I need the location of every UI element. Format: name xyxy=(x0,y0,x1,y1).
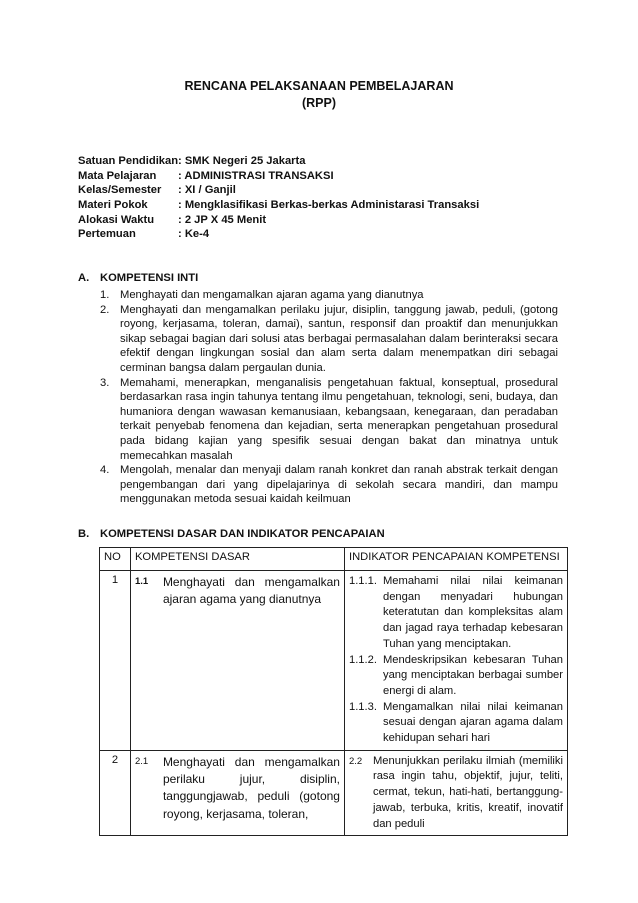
indicator-text: Mengamalkan nilai nilai keimanan sesuai dengan ajaran agama dalam kehidupan sehari hari xyxy=(382,700,563,745)
kompetensi-table xyxy=(99,547,568,836)
list-number: 1. xyxy=(100,289,110,301)
identity-value: : SMK Negeri 25 Jakarta xyxy=(178,155,306,167)
section-a-heading xyxy=(78,272,198,284)
indicator-number: 1.1.2. xyxy=(348,653,377,666)
indicator-number: 1.1.3. xyxy=(348,700,377,713)
indicator-text: Memahami nilai nilai keimanan dengan menyadari hubungan keteratutan dan kompleksitas alam dan jagad raya terhadap kebesaran Tuhan yang menciptakan. xyxy=(382,575,563,650)
section-title: KOMPETENSI DASAR DAN INDIKATOR PENCAPAIAN xyxy=(100,528,385,540)
identity-row xyxy=(78,198,479,213)
column-header-kd: KOMPETENSI DASAR xyxy=(130,548,344,571)
list-text: Mengolah, menalar dan menyaji dalam ranah konkret dan ranah abstrak terkait dengan pengembangan dari yang dipelajarinya di sekolah secara mandiri, dan mampu menggunakan metoda sesuai kaidah keilmuan xyxy=(120,464,558,506)
indicator-item xyxy=(349,754,563,833)
list-number: 2. xyxy=(100,303,110,316)
section-title: KOMPETENSI INTI xyxy=(100,272,199,284)
kd-text: Menghayati dan mengamalkan perilaku jujur, disiplin, tanggungjawab, peduli (gotong royong, kerjasama, toleran, xyxy=(162,754,340,821)
row-number: 2 xyxy=(100,750,131,836)
table-header-row xyxy=(100,548,568,571)
indicator-item xyxy=(349,574,563,653)
indicator-number: 2.2 xyxy=(348,755,363,767)
document-title: RENCANA PELAKSANAAN PEMBELAJARAN xyxy=(184,79,454,93)
identity-row xyxy=(78,169,479,184)
list-item xyxy=(100,376,558,464)
identity-key: Alokasi Waktu xyxy=(78,213,155,226)
kd-text: Menghayati dan mengamalkan ajaran agama yang dianutnya xyxy=(162,575,340,607)
identity-row xyxy=(78,213,479,228)
list-item xyxy=(100,303,558,376)
list-number: 4. xyxy=(100,464,110,477)
table-row xyxy=(100,750,568,836)
kompetensi-inti-list xyxy=(100,288,558,507)
identity-key: Satuan Pendidikan xyxy=(78,155,179,167)
indicator-text: Menunjukkan perilaku ilmiah (memiliki rasa ingin tahu, objektif, jujur, teliti, cermat, tekun, hati-hati, bertanggung-jawab, terbuka, kritis, kreatif, inovatif dan peduli xyxy=(372,754,563,830)
identity-row xyxy=(78,183,479,198)
identity-row xyxy=(78,154,479,169)
identity-value: : Mengklasifikasi Berkas-berkas Administarasi Transaksi xyxy=(178,199,480,212)
kd-cell xyxy=(130,750,344,836)
identity-value: : ADMINISTRASI TRANSAKSI xyxy=(178,169,334,182)
row-number: 1 xyxy=(100,571,131,751)
list-text: Menghayati dan mengamalkan perilaku jujur, disiplin, tanggung jawab, peduli, (gotong royong, kerjasama, toleran, damai), santun, responsif dan proaktif dan menunjukkan sikap sebagai bagian dari solusi atas berbagai permasalahan dalam berinteraksi secara efektif dengan lingkungan sosial dan alam serta dalam menempatkan diri sebagai cerminan bangsa dalam pergaulan dunia. xyxy=(120,303,558,374)
list-item xyxy=(100,463,558,507)
indicator-number: 1.1.1. xyxy=(348,575,377,587)
identity-key: Materi Pokok xyxy=(78,199,148,212)
indicator-text: Mendeskripsikan kebesaran Tuhan yang menciptakan berbagai sumber energi di alam. xyxy=(382,653,563,697)
indicator-item xyxy=(349,653,563,700)
kd-cell xyxy=(130,571,344,751)
table-row xyxy=(100,571,568,751)
section-b-heading xyxy=(78,528,385,540)
indikator-cell xyxy=(344,571,567,751)
section-letter: B. xyxy=(78,528,90,540)
column-header-no: NO xyxy=(100,548,131,571)
list-text: Menghayati dan mengamalkan ajaran agama yang dianutnya xyxy=(120,289,424,301)
identity-value: : 2 JP X 45 Menit xyxy=(178,213,267,226)
list-number: 3. xyxy=(100,376,110,389)
kd-number: 1.1 xyxy=(134,576,149,587)
column-header-indikator: INDIKATOR PENCAPAIAN KOMPETENSI xyxy=(344,548,567,571)
identity-key: Kelas/Semester xyxy=(78,184,162,197)
indicator-item xyxy=(349,700,563,747)
indikator-cell xyxy=(344,750,567,836)
section-letter: A. xyxy=(78,272,90,284)
list-text: Memahami, menerapkan, menganalisis pengetahuan faktual, konseptual, prosedural berdasarkan rasa ingin tahunya tentang ilmu pengetahuan, teknologi, seni, budaya, dan humaniora dengan wawasan kemanusiaan, kebangsaan, kenegaraan, dan peradaban terkait penyebab fenomena dan kejadian, serta menerapkan pengetahuan prosedural pada bidang kajian yang spesifik sesuai dengan bakat dan minatnya untuk memecahkan masalah xyxy=(120,376,558,462)
list-item xyxy=(100,288,558,303)
identity-key: Pertemuan xyxy=(78,228,136,241)
identity-value: : XI / Ganjil xyxy=(178,184,236,197)
identity-key: Mata Pelajaran xyxy=(78,169,157,182)
identity-value: : Ke-4 xyxy=(178,228,210,241)
document-subtitle: (RPP) xyxy=(301,96,337,110)
identity-block xyxy=(78,154,479,242)
kd-number: 2.1 xyxy=(134,755,149,767)
identity-row xyxy=(78,227,479,242)
